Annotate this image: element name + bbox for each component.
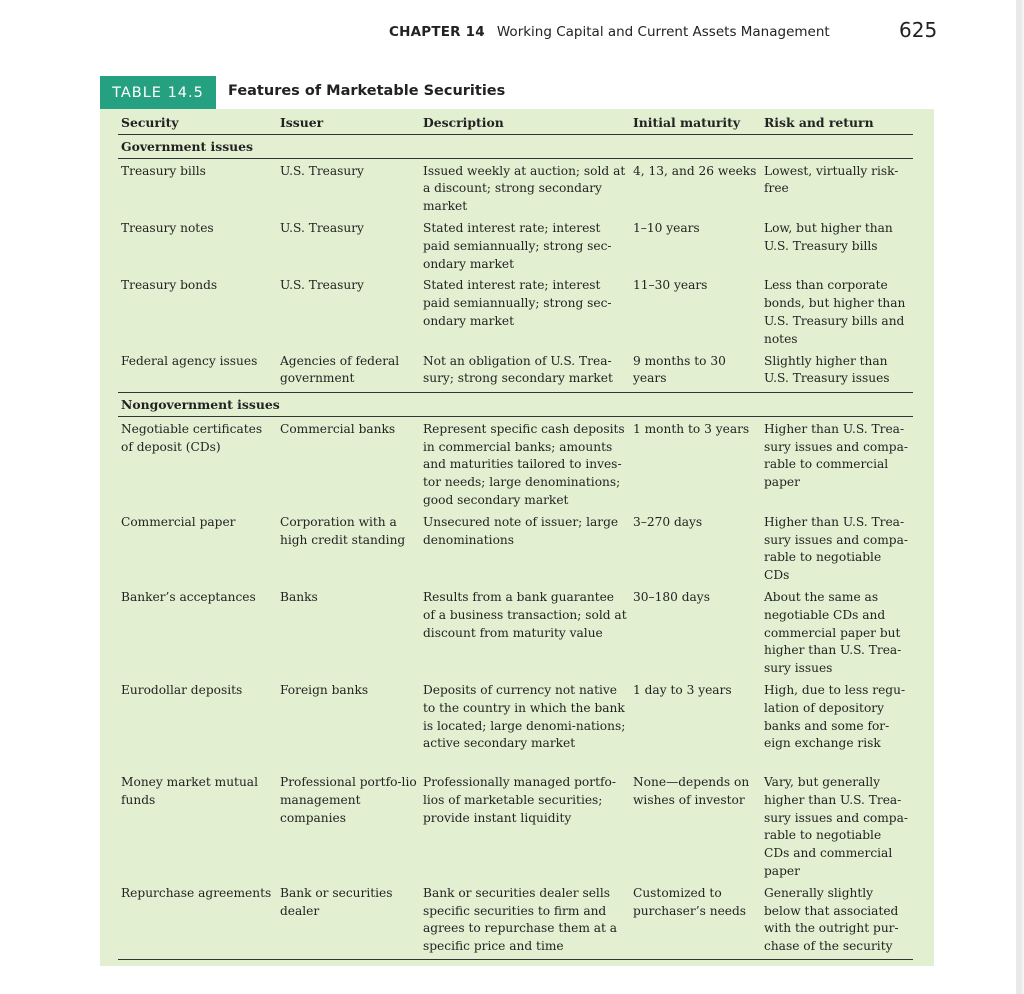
maturity-cell: Customized to purchaser’s needs: [630, 881, 761, 960]
description-cell: Stated interest rate; interest paid semiannually; strong sec-ondary market: [423, 278, 612, 328]
description-cell: Bank or securities dealer sells specific securities to firm and agrees to repurchase them at a specific price and time: [420, 881, 630, 960]
risk-return-cell: Low, but higher than U.S. Treasury bills: [764, 220, 893, 253]
description-cell: Deposits of currency not native to the country in which the bank is located; large denomi-nations; active secondary market: [423, 683, 626, 751]
maturity-cell: 30–180 days: [633, 590, 710, 605]
security-cell: Treasury notes: [121, 220, 214, 235]
maturity-cell: 4, 13, and 26 weeks: [633, 163, 757, 178]
maturity-cell: None—depends on wishes of investor: [633, 775, 750, 807]
table-label: TABLE 14.5: [100, 76, 216, 109]
security-cell: Money market mutual funds: [121, 775, 258, 807]
risk-return-cell: Generally slightly below that associated with the outright pur-chase of the security: [761, 881, 913, 960]
risk-return-cell: Higher than U.S. Trea-sury issues and compa-rable to negotiable CDs: [764, 514, 908, 583]
column-header-issuer: Issuer: [277, 113, 420, 134]
table-row: [118, 678, 913, 770]
risk-return-cell: Slightly higher than U.S. Treasury issues: [761, 349, 913, 393]
table-row: [118, 349, 913, 393]
table-row: [118, 881, 913, 960]
page-number: 625: [899, 18, 938, 42]
maturity-cell: 1 day to 3 years: [633, 683, 732, 698]
security-cell: Banker’s acceptances: [121, 590, 256, 605]
column-header-description: Description: [420, 113, 630, 134]
description-cell: Professionally managed portfo-lios of marketable securities; provide instant liquidity: [423, 775, 616, 825]
chapter-title: Working Capital and Current Assets Management: [496, 24, 830, 40]
risk-return-cell: Higher than U.S. Trea-sury issues and compa-rable to commercial paper: [764, 421, 908, 490]
issuer-cell: U.S. Treasury: [280, 278, 364, 293]
issuer-cell: Professional portfo-lio management companies: [280, 775, 417, 825]
issuer-cell: U.S. Treasury: [280, 163, 364, 178]
table-title: Features of Marketable Securities: [228, 83, 506, 99]
table-row: [118, 416, 913, 509]
issuer-cell: U.S. Treasury: [280, 220, 364, 235]
description-cell: Unsecured note of issuer; large denominations: [423, 514, 619, 547]
security-cell: Eurodollar deposits: [121, 683, 243, 698]
description-cell: Represent specific cash deposits in commercial banks; amounts and maturities tailored to inves-tor needs; large denominations; good secondary market: [423, 421, 625, 508]
running-head: [389, 24, 830, 40]
table-header-row: [118, 113, 913, 134]
maturity-cell: 3–270 days: [633, 514, 703, 529]
description-cell: Not an obligation of U.S. Trea-sury; strong secondary market: [420, 349, 630, 393]
column-header-maturity: Initial maturity: [630, 113, 761, 134]
security-cell: Treasury bills: [121, 163, 206, 178]
risk-return-cell: Vary, but generally higher than U.S. Trea-sury issues and compa-rable to negotiable CDs and commercial paper: [764, 775, 908, 878]
risk-return-cell: Less than corporate bonds, but higher than U.S. Treasury bills and notes: [764, 278, 906, 346]
table-row: [118, 510, 913, 585]
issuer-cell: Bank or securities dealer: [277, 881, 420, 960]
security-cell: Treasury bonds: [121, 278, 218, 293]
issuer-cell: Foreign banks: [280, 683, 369, 698]
table-row: [118, 158, 913, 216]
column-header-risk-return: Risk and return: [761, 113, 913, 134]
group-header: Government issues: [118, 134, 913, 158]
table-row: [118, 585, 913, 678]
maturity-cell: 1–10 years: [633, 220, 700, 235]
description-cell: Issued weekly at auction; sold at a discount; strong secondary market: [423, 163, 626, 214]
risk-return-cell: About the same as negotiable CDs and commercial paper but higher than U.S. Trea-sury issues: [764, 590, 902, 676]
securities-table: [118, 113, 913, 960]
risk-return-cell: Lowest, virtually risk-free: [764, 163, 899, 196]
scrollbar-track[interactable]: [1016, 0, 1022, 994]
group-header-row: [118, 393, 913, 417]
table-row: [118, 216, 913, 273]
maturity-cell: 11–30 years: [633, 278, 708, 293]
security-cell: Repurchase agreements: [118, 881, 277, 960]
table-body: [118, 134, 913, 959]
description-cell: Stated interest rate; interest paid semiannually; strong sec-ondary market: [423, 220, 612, 271]
column-header-security: Security: [118, 113, 277, 134]
maturity-cell: 1 month to 3 years: [633, 421, 750, 436]
issuer-cell: Commercial banks: [280, 421, 396, 436]
issuer-cell: Banks: [280, 590, 318, 605]
issuer-cell: Corporation with a high credit standing: [280, 514, 406, 547]
risk-return-cell: High, due to less regu-lation of depository banks and some for-eign exchange risk: [764, 683, 906, 751]
group-header: Nongovernment issues: [118, 393, 913, 417]
table-row: [118, 770, 913, 881]
table-row: [118, 273, 913, 348]
maturity-cell: 9 months to 30 years: [630, 349, 761, 393]
security-cell: Negotiable certificates of deposit (CDs): [121, 421, 263, 454]
security-cell: Federal agency issues: [118, 349, 277, 393]
description-cell: Results from a bank guarantee of a business transaction; sold at discount from maturity value: [423, 590, 627, 640]
security-cell: Commercial paper: [121, 514, 236, 529]
issuer-cell: Agencies of federal government: [277, 349, 420, 393]
chapter-number: CHAPTER 14: [389, 24, 485, 40]
group-header-row: [118, 134, 913, 158]
